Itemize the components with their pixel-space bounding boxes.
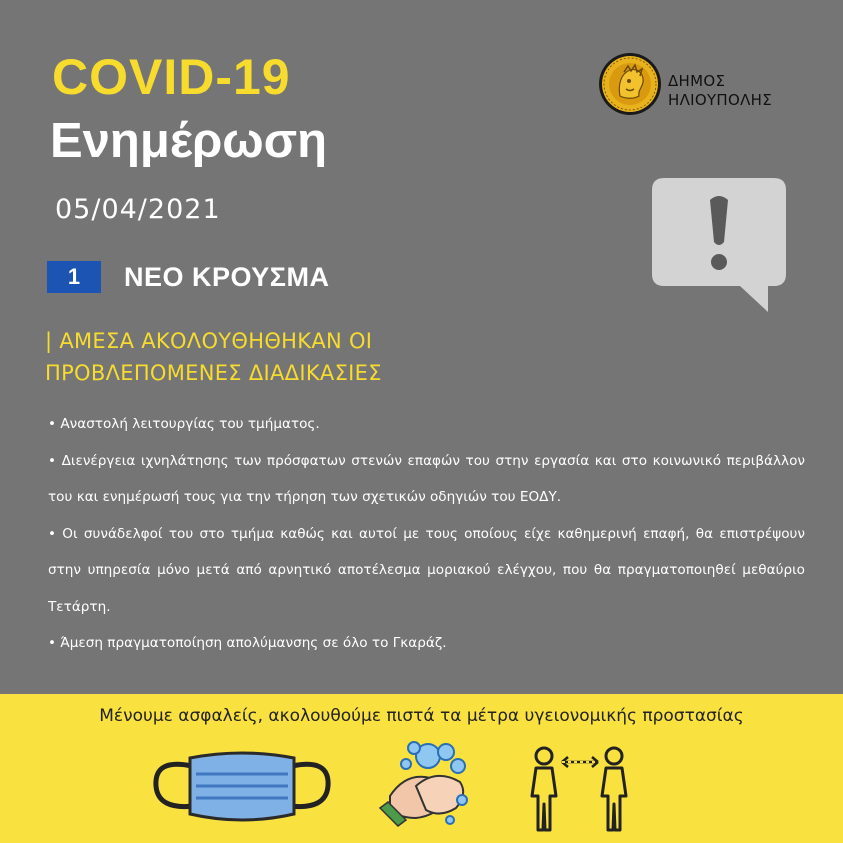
hand-washing-icon xyxy=(376,738,476,834)
case-label: ΝΕΟ ΚΡΟΥΣΜΑ xyxy=(124,262,330,292)
footer-banner xyxy=(0,694,843,843)
footer-slogan: Μένουμε ασφαλείς, ακολουθούμε πιστά τα μέτρα υγειονομικής προστασίας xyxy=(99,706,744,726)
page-title: COVID-19 xyxy=(52,49,291,105)
municipality-name-line-2: ΗΛΙΟΥΠΟΛΗΣ xyxy=(668,91,773,109)
measure-item: • Άμεση πραγματοποίηση απολύμανσης σε όλο το Γκαράζ. xyxy=(48,635,447,651)
measure-item: • Διενέργεια ιχνηλάτησης των πρόσφατων στενών επαφών του στην εργασία και στο κοινωνικό περιβάλλον του και ενημέρωσή τους για την τήρηση των σχετικών οδηγιών του ΕΟΔΥ. xyxy=(48,452,805,505)
exclamation-speech-bubble-icon xyxy=(652,178,786,312)
social-distancing-icon xyxy=(528,744,634,834)
municipality-seal-icon xyxy=(598,52,662,116)
measures-list xyxy=(48,406,805,662)
measure-item: • Οι συνάδελφοί του στο τμήμα καθώς και αυτοί με τους οποίους είχε καθημερινή επαφή, θα επιστρέψουν στην υπηρεσία μόνο μετά από αρνητικό αποτέλεσμα μοριακού ελέγχου, που θα πραγματοποιηθεί μεθαύριο Τετάρτη. xyxy=(48,525,805,615)
face-mask-icon xyxy=(150,744,334,828)
procedures-heading-line-2: ΠΡΟΒΛΕΠΟΜΕΝΕΣ ΔΙΑΔΙΚΑΣΙΕΣ xyxy=(45,361,382,385)
measure-item: • Αναστολή λειτουργίας του τμήματος. xyxy=(48,416,320,432)
announcement-date: 05/04/2021 xyxy=(55,194,221,225)
municipality-name xyxy=(668,72,772,110)
procedures-heading xyxy=(45,325,382,389)
case-count-badge: 1 xyxy=(47,261,101,293)
municipality-name-line-1: ΔΗΜΟΣ xyxy=(668,72,726,90)
page-subtitle: Ενημέρωση xyxy=(50,114,328,168)
procedures-heading-line-1: | ΑΜΕΣΑ ΑΚΟΛΟΥΘΗΘΗΚΑΝ ΟΙ xyxy=(45,329,373,353)
